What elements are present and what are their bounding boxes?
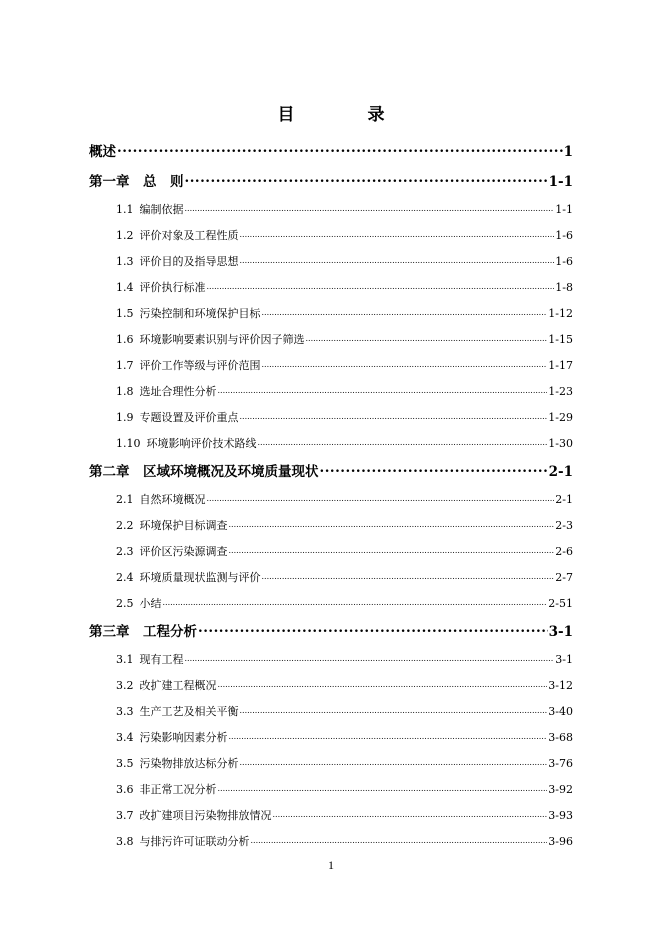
toc-entry-title: 环境保护目标调查 <box>139 519 228 532</box>
toc-chapter-entry <box>89 170 573 190</box>
dot-leader <box>218 678 548 689</box>
toc-page-number: 3-96 <box>548 835 573 848</box>
dot-leader <box>218 384 548 395</box>
toc-section-entry <box>116 677 573 693</box>
toc-entry-label <box>89 140 116 160</box>
toc-section-number: 1.9 <box>116 411 134 424</box>
toc-entry-title: 概述 <box>89 144 116 160</box>
toc-section-number: 1.6 <box>116 333 134 346</box>
toc-entry-title: 第一章 总 则 <box>89 174 184 190</box>
toc-entry-label <box>116 305 261 321</box>
toc-page-number: 1-23 <box>548 385 573 398</box>
toc-entry-label <box>116 227 239 243</box>
toc-entry-label <box>116 253 239 269</box>
dot-leader <box>258 436 548 447</box>
toc-entry-title: 改扩建项目污染物排放情况 <box>139 809 272 822</box>
toc-section-number: 1.1 <box>116 203 134 216</box>
toc-section-entry <box>116 517 573 533</box>
dot-leader <box>240 410 548 421</box>
dot-leader <box>273 808 548 819</box>
toc-page-number: 1-12 <box>548 307 573 320</box>
toc-page-number: 3-1 <box>555 653 573 666</box>
toc-section-number: 1.8 <box>116 385 134 398</box>
toc-entry-title: 评价区污染源调查 <box>139 545 228 558</box>
toc-section-entry <box>116 781 573 797</box>
toc-entry-label <box>116 755 239 771</box>
toc-entry-label <box>116 781 217 797</box>
toc-section-entry <box>116 755 573 771</box>
toc-section-number: 3.7 <box>116 809 134 822</box>
dot-leader <box>251 834 548 845</box>
toc-entry-label <box>116 703 239 719</box>
toc-entry-label <box>116 435 257 451</box>
toc-entry-title: 环境质量现状监测与评价 <box>139 571 261 584</box>
dot-leader <box>229 544 555 555</box>
dot-leader <box>240 228 555 239</box>
dot-leader <box>306 332 548 343</box>
toc-entry-label <box>89 460 319 480</box>
dot-leader <box>117 143 563 157</box>
toc-page-number: 1-15 <box>548 333 573 346</box>
toc-section-entry <box>116 227 573 243</box>
toc-page-number: 1 <box>563 144 573 160</box>
toc-section-entry <box>116 651 573 667</box>
toc-section-number: 2.3 <box>116 545 134 558</box>
toc-section-entry <box>116 595 573 611</box>
dot-leader <box>229 730 548 741</box>
dot-leader <box>262 358 548 369</box>
toc-section-number: 3.1 <box>116 653 134 666</box>
toc-page-number: 3-40 <box>548 705 573 718</box>
toc-entry-title: 小结 <box>139 597 162 610</box>
toc-entry-label <box>116 409 239 425</box>
toc-entry-title: 编制依据 <box>139 203 184 216</box>
toc-entry-label <box>116 491 206 507</box>
toc-section-number: 3.8 <box>116 835 134 848</box>
toc-entry-title: 与排污许可证联动分析 <box>139 835 250 848</box>
toc-section-number: 1.5 <box>116 307 134 320</box>
toc-entry-title: 污染控制和环境保护目标 <box>139 307 261 320</box>
dot-leader <box>185 652 555 663</box>
toc-page-number: 1-1 <box>555 203 573 216</box>
toc-entry-label <box>116 729 228 745</box>
toc-entry-label <box>89 170 184 190</box>
toc-entry-title: 污染影响因素分析 <box>139 731 228 744</box>
toc-page-number: 2-1 <box>555 493 573 506</box>
toc-entry-label <box>116 677 217 693</box>
toc-entry-label <box>116 833 250 849</box>
toc-entry-label <box>116 517 228 533</box>
dot-leader <box>185 202 555 213</box>
dot-leader <box>163 596 548 607</box>
dot-leader <box>229 518 555 529</box>
toc-page-number: 1-30 <box>548 437 573 450</box>
toc-page-number: 3-93 <box>548 809 573 822</box>
toc-page-number: 2-3 <box>555 519 573 532</box>
toc-page-number: 2-6 <box>555 545 573 558</box>
toc-entry-label <box>116 331 305 347</box>
toc-entry-label <box>116 651 184 667</box>
dot-leader <box>262 306 548 317</box>
toc-section-number: 2.1 <box>116 493 134 506</box>
dot-leader <box>207 280 555 291</box>
toc-entry-label <box>89 620 197 640</box>
toc-page-number: 3-68 <box>548 731 573 744</box>
dot-leader <box>218 782 548 793</box>
toc-page-number: 2-1 <box>548 464 573 480</box>
toc-page-number: 3-1 <box>548 624 573 640</box>
toc-section-number: 2.5 <box>116 597 134 610</box>
dot-leader <box>198 623 548 637</box>
toc-section-number: 3.6 <box>116 783 134 796</box>
toc-section-number: 2.2 <box>116 519 134 532</box>
toc-section-number: 1.10 <box>116 437 141 450</box>
toc-entry-title: 环境影响要素识别与评价因子筛选 <box>139 333 305 346</box>
toc-section-number: 2.4 <box>116 571 134 584</box>
toc-page-number: 1-1 <box>548 174 573 190</box>
toc-entry-title: 评价对象及工程性质 <box>139 229 239 242</box>
toc-entry-label <box>116 569 261 585</box>
dot-leader <box>240 254 555 265</box>
toc-page-number: 3-76 <box>548 757 573 770</box>
toc-section-entry <box>116 357 573 373</box>
toc-section-number: 1.2 <box>116 229 134 242</box>
toc-entry-title: 改扩建工程概况 <box>139 679 217 692</box>
toc-entry-label <box>116 807 272 823</box>
toc-section-entry <box>116 543 573 559</box>
toc-section-number: 1.7 <box>116 359 134 372</box>
toc-chapter-entry <box>89 460 573 480</box>
toc-section-entry <box>116 383 573 399</box>
toc-entry-label <box>116 357 261 373</box>
toc-entry-title: 环境影响评价技术路线 <box>146 437 257 450</box>
toc-entry-label <box>116 543 228 559</box>
toc-section-entry <box>116 569 573 585</box>
dot-leader <box>320 463 548 477</box>
toc-page-number: 3-12 <box>548 679 573 692</box>
dot-leader <box>207 492 555 503</box>
toc-entry-title: 生产工艺及相关平衡 <box>139 705 239 718</box>
toc-page-number: 2-51 <box>548 597 573 610</box>
toc-section-entry <box>116 435 573 451</box>
toc-chapter-entry <box>89 140 573 160</box>
toc-section-entry <box>116 305 573 321</box>
toc-section-entry <box>116 331 573 347</box>
toc-entry-title: 现有工程 <box>139 653 184 666</box>
toc-entry-title: 专题设置及评价重点 <box>139 411 239 424</box>
toc-section-number: 3.4 <box>116 731 134 744</box>
toc-section-number: 3.5 <box>116 757 134 770</box>
toc-page-number: 1-6 <box>555 255 573 268</box>
toc-section-entry <box>116 253 573 269</box>
page-title: 目 录 <box>277 105 413 125</box>
toc-section-entry <box>116 729 573 745</box>
toc-page-number: 1-6 <box>555 229 573 242</box>
toc-entry-title: 自然环境概况 <box>139 493 206 506</box>
page-number: 1 <box>328 858 334 872</box>
toc-page-number: 1-17 <box>548 359 573 372</box>
dot-leader <box>185 173 548 187</box>
toc-section-number: 1.3 <box>116 255 134 268</box>
toc-entry-title: 评价执行标准 <box>139 281 206 294</box>
toc-section-number: 3.2 <box>116 679 134 692</box>
toc-entry-title: 第二章 区域环境概况及环境质量现状 <box>89 464 319 480</box>
toc-section-entry <box>116 409 573 425</box>
toc-entry-label <box>116 279 206 295</box>
toc-page-number: 1-8 <box>555 281 573 294</box>
toc-section-entry <box>116 279 573 295</box>
toc-entry-title: 评价目的及指导思想 <box>139 255 239 268</box>
toc-entry-label <box>116 201 184 217</box>
toc-entry-title: 选址合理性分析 <box>139 385 217 398</box>
toc-entry-title: 污染物排放达标分析 <box>139 757 239 770</box>
toc-entry-label <box>116 595 162 611</box>
toc-entry-title: 第三章 工程分析 <box>89 624 197 640</box>
toc-page-number: 2-7 <box>555 571 573 584</box>
toc-entry-label <box>116 383 217 399</box>
toc-entry-title: 评价工作等级与评价范围 <box>139 359 261 372</box>
toc-section-number: 3.3 <box>116 705 134 718</box>
toc-section-entry <box>116 807 573 823</box>
toc-entry-title: 非正常工况分析 <box>139 783 217 796</box>
toc-section-number: 1.4 <box>116 281 134 294</box>
dot-leader <box>240 704 548 715</box>
toc-page-number: 1-29 <box>548 411 573 424</box>
toc-page-number: 3-92 <box>548 783 573 796</box>
toc-section-entry <box>116 703 573 719</box>
toc-section-entry <box>116 201 573 217</box>
toc-chapter-entry <box>89 620 573 640</box>
toc-section-entry <box>116 491 573 507</box>
toc-section-entry <box>116 833 573 849</box>
dot-leader <box>240 756 548 767</box>
dot-leader <box>262 570 555 581</box>
